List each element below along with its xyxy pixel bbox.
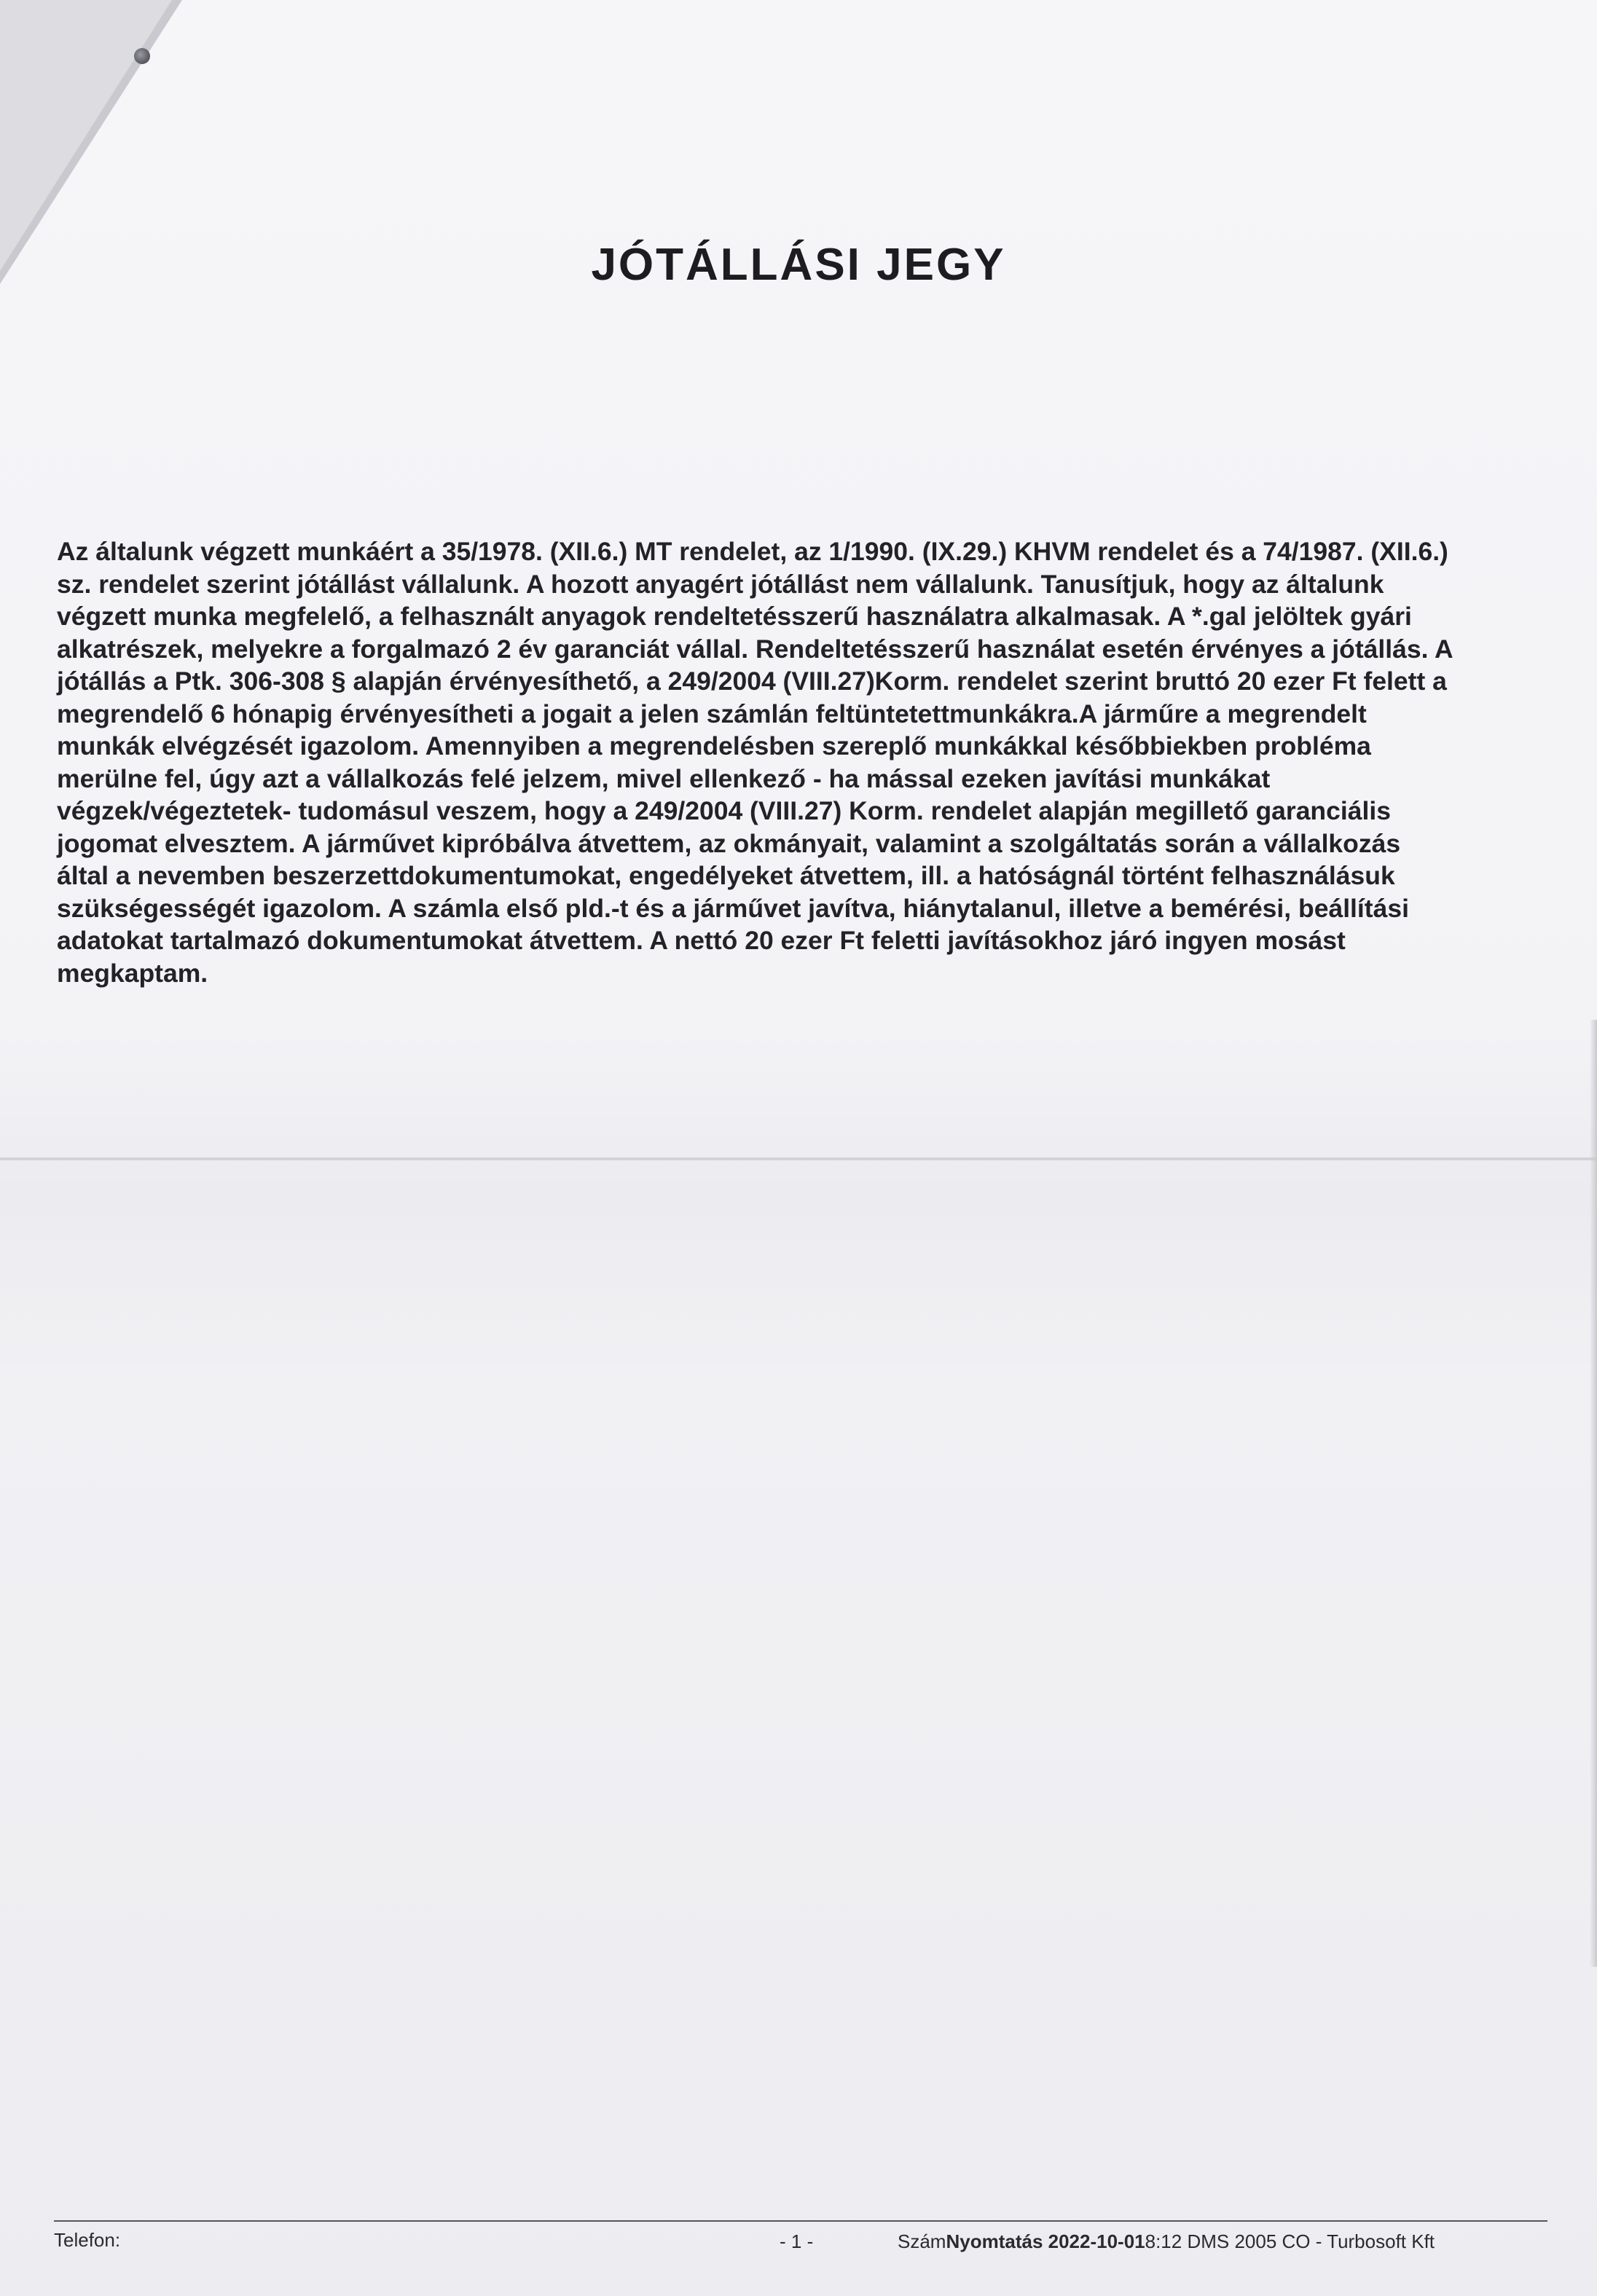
footer-invoice-info: [898, 2230, 1435, 2253]
warranty-text: [57, 535, 1521, 989]
footer-invoice-suffix: 8:12 DMS 2005 CO - Turbosoft Kft: [1145, 2230, 1435, 2252]
text-line: szükségességét igazolom. A számla első pld.-t és a járművet javítva, hiánytalanul, illetve a bemérési, beállítási: [57, 893, 1409, 923]
footer-print-date: Nyomtatás 2022-10-01: [946, 2230, 1145, 2252]
text-line: jogomat elvesztem. A járművet kipróbálva átvettem, az okmányait, valamint a szolgáltatás során a vállalkozás: [57, 828, 1401, 858]
text-line: által a nevemben beszerzettdokumentumokat, engedélyeket átvettem, ill. a hatóságnál történt felhasználásuk: [57, 861, 1395, 890]
text-line: megrendelő 6 hónapig érvényesítheti a jogait a jelen számlán feltüntetettmunkákra.A járműre a megrendelt: [57, 699, 1367, 728]
paper-edge-shadow: [1590, 1020, 1597, 1967]
text-line: merülne fel, úgy azt a vállalkozás felé jelzem, mivel ellenkező - ha mással ezeken javítási munkákat: [57, 763, 1271, 793]
footer-divider: [54, 2220, 1547, 2222]
staple-icon: [134, 48, 150, 64]
document-title: JÓTÁLLÁSI JEGY: [591, 240, 1006, 290]
text-line: jótállás a Ptk. 306-308 § alapján érvényesíthető, a 249/2004 (VIII.27)Korm. rendelet szerint bruttó 20 ezer Ft felett a: [57, 667, 1447, 696]
folded-corner: [0, 0, 172, 271]
text-line: sz. rendelet szerint jótállást vállalunk. A hozott anyagért jótállást nem vállalunk. Tanusítjuk, hogy az általunk: [57, 569, 1384, 599]
paper-fold-line: [0, 1157, 1597, 1161]
text-line: Az általunk végzett munkáért a 35/1978. (XII.6.) MT rendelet, az 1/1990. (IX.29.) KHVM rendelet és a 74/1987. (XII.6.): [57, 537, 1448, 566]
footer-invoice-prefix: Szám: [898, 2230, 946, 2252]
footer-phone-label: Telefon:: [54, 2229, 121, 2251]
text-line: végzek/végeztetek- tudomásul veszem, hogy a 249/2004 (VIII.27) Korm. rendelet alapján megillető garanciális: [57, 796, 1391, 825]
text-line: megkaptam.: [57, 958, 208, 988]
footer-page-number: - 1 -: [780, 2230, 814, 2252]
text-line: munkák elvégzését igazolom. Amennyiben a megrendelésben szereplő munkákkal későbbiekben probléma: [57, 731, 1371, 760]
text-line: alkatrészek, melyekre a forgalmazó 2 év garanciát vállal. Rendeltetésszerű használat esetén érvényes a jótállás. A: [57, 634, 1453, 664]
text-line: végzett munka megfelelő, a felhasznált anyagok rendeltetésszerű használatra alkalmasak. A *.gal jelöltek gyári: [57, 602, 1412, 631]
text-line: adatokat tartalmazó dokumentumokat átvettem. A nettó 20 ezer Ft feletti javításokhoz járó ingyen mosást: [57, 926, 1346, 955]
